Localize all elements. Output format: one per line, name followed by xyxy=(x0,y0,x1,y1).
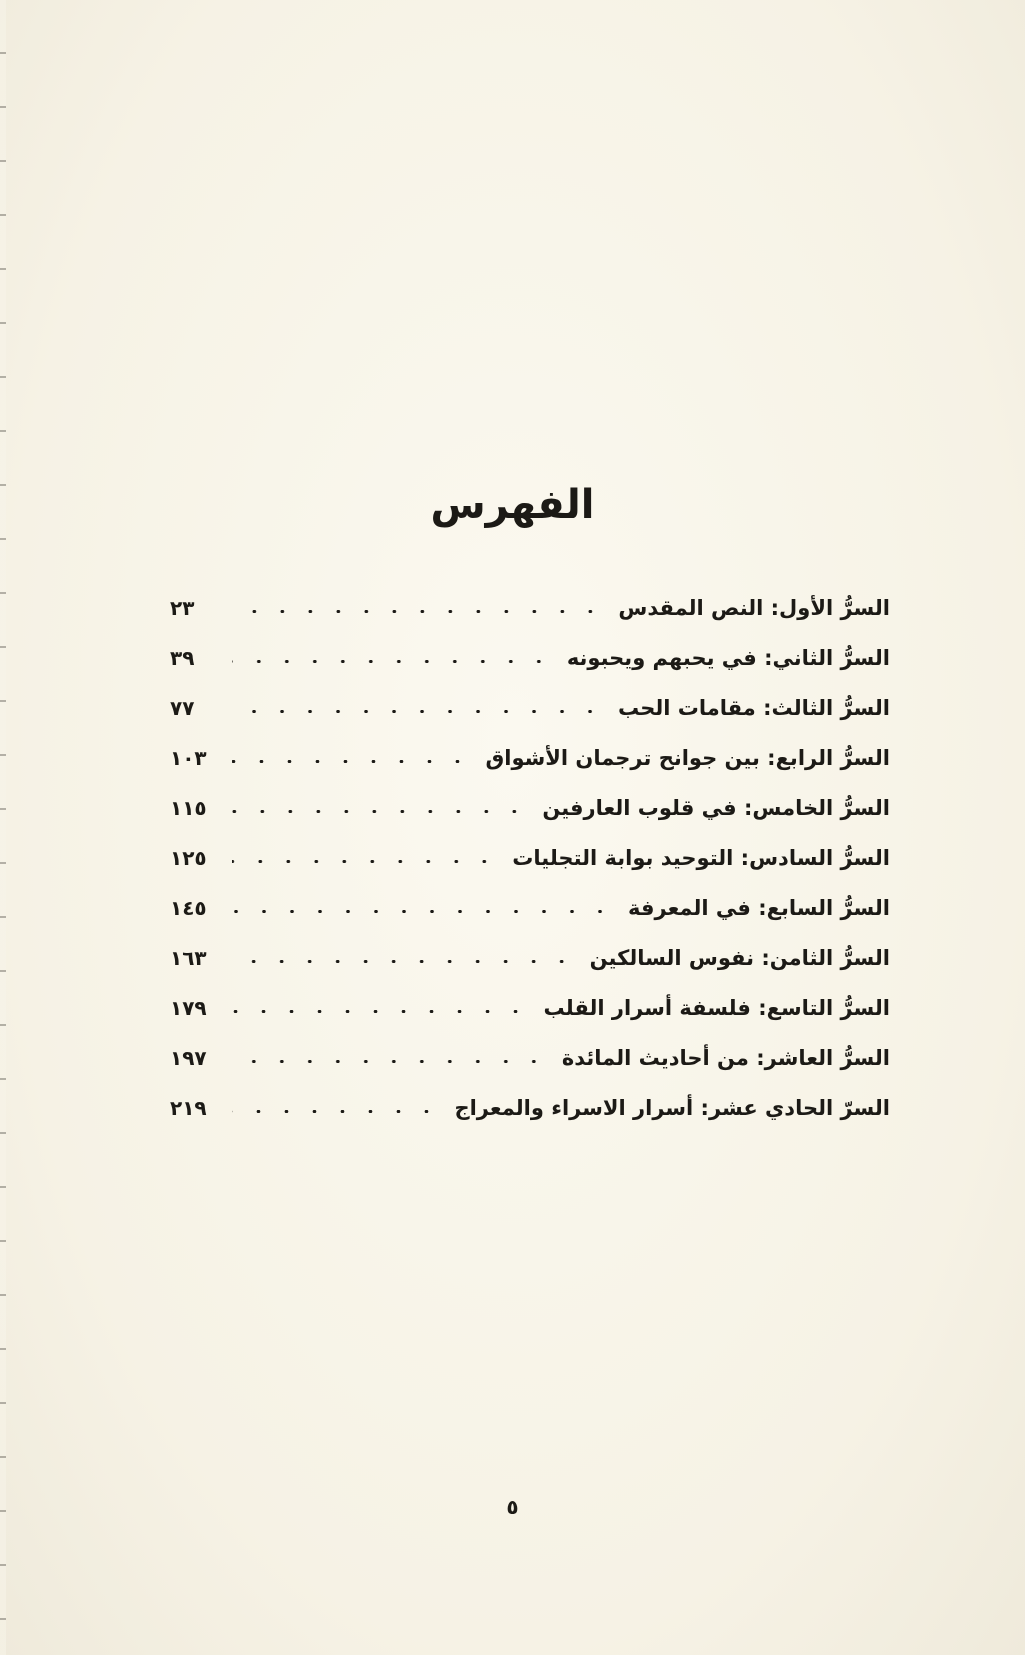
toc-entry-page: ٣٩ xyxy=(170,646,195,670)
toc-entry-page: ١٢٥ xyxy=(170,846,207,870)
page-edge-marks xyxy=(0,0,6,1655)
toc-entry xyxy=(170,933,890,983)
toc-entry xyxy=(170,983,890,1033)
dot-leader xyxy=(232,1060,548,1063)
toc-entry-page: ٧٧ xyxy=(170,696,195,720)
page-title: الفهرس xyxy=(430,481,595,528)
toc-entry-page: ١٦٣ xyxy=(170,946,207,970)
dot-leader xyxy=(232,760,471,763)
toc-entry xyxy=(170,633,890,683)
dot-leader xyxy=(232,910,614,913)
dot-leader xyxy=(232,810,528,813)
toc-entry xyxy=(170,783,890,833)
dot-leader xyxy=(232,1110,440,1113)
toc-entry-title: السرُّ الثالث: مقامات الحب xyxy=(618,696,890,720)
toc-entry xyxy=(170,1083,890,1133)
toc-entry-page: ١١٥ xyxy=(170,796,207,820)
toc-entry-title: السرُّ الثامن: نفوس السالكين xyxy=(589,946,890,970)
dot-leader xyxy=(232,860,498,863)
toc-entry-title: السرّ الحادي عشر: أسرار الاسراء والمعراج xyxy=(454,1096,890,1120)
toc-entry-title: السرُّ السادس: التوحيد بوابة التجليات xyxy=(512,846,890,870)
toc-entry-title: السرُّ الرابع: بين جوانح ترجمان الأشواق xyxy=(485,746,890,770)
toc-entry-page: ١٠٣ xyxy=(170,746,207,770)
toc-entry-page: ١٩٧ xyxy=(170,1046,207,1070)
toc-entry xyxy=(170,683,890,733)
dot-leader xyxy=(232,710,604,713)
toc-entry xyxy=(170,1033,890,1083)
toc-entry-page: ١٧٩ xyxy=(170,996,207,1020)
toc-entry xyxy=(170,883,890,933)
toc-entry xyxy=(170,583,890,633)
toc-entry-page: ١٤٥ xyxy=(170,896,207,920)
toc-entry-title: السرُّ الأول: النص المقدس xyxy=(618,596,890,620)
toc-entry-title: السرُّ العاشر: من أحاديث المائدة xyxy=(561,1046,890,1070)
toc-entry-page: ٢١٩ xyxy=(170,1096,207,1120)
dot-leader xyxy=(232,960,576,963)
toc-entry-title: السرُّ الثاني: في يحبهم ويحبونه xyxy=(566,646,890,670)
page-number: ٥ xyxy=(506,1495,519,1519)
toc-entry xyxy=(170,833,890,883)
dot-leader xyxy=(232,610,604,613)
toc-entry-title: السرُّ السابع: في المعرفة xyxy=(628,896,890,920)
toc-entry-title: السرُّ التاسع: فلسفة أسرار القلب xyxy=(543,996,890,1020)
table-of-contents xyxy=(170,583,890,1133)
toc-entry-page: ٢٣ xyxy=(170,596,195,620)
dot-leader xyxy=(232,660,553,663)
toc-entry xyxy=(170,733,890,783)
toc-entry-title: السرُّ الخامس: في قلوب العارفين xyxy=(542,796,890,820)
dot-leader xyxy=(232,1010,530,1013)
